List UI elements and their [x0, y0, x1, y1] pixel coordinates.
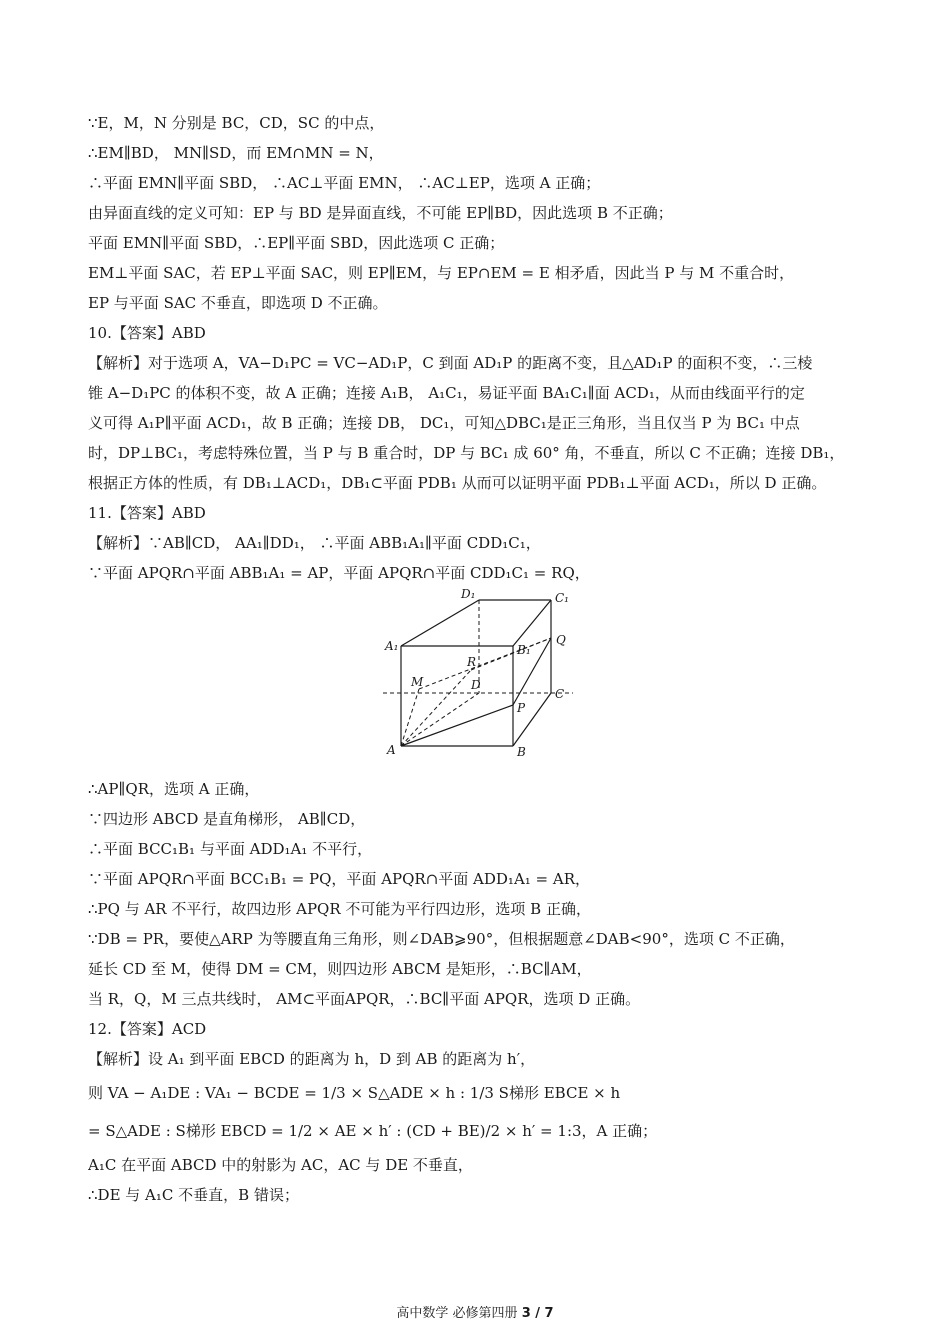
text-line: A₁C 在平面 ABCD 中的射影为 AC，AC 与 DE 不垂直，	[88, 1156, 473, 1174]
text-line: ∵四边形 ABCD 是直角梯形， AB∥CD，	[88, 810, 366, 828]
text-line: ∴AP∥QR，选项 A 正确，	[88, 780, 260, 798]
text-line: 时，DP⊥BC₁，考虑特殊位置，当 P 与 B 重合时，DP 与 BC₁ 成 60° 角，不垂直，所以 C 不正确；连接 DB₁，	[88, 444, 845, 462]
text-line: ∵DB = PR，要使△ARP 为等腰直角三角形，则∠DAB⩾90°，但根据题意∠DAB<90°，选项 C 不正确，	[88, 930, 795, 948]
text-line: EM⊥平面 SAC，若 EP⊥平面 SAC，则 EP∥EM，与 EP∩EM = E 相矛盾，因此当 P 与 M 不重合时，	[88, 264, 795, 282]
text-line: 10.【答案】ABD	[88, 324, 206, 342]
text-line: 【解析】∵AB∥CD， AA₁∥DD₁， ∴平面 ABB₁A₁∥平面 CDD₁C₁，	[88, 534, 541, 552]
text-line: ∴平面 BCC₁B₁ 与平面 ADD₁A₁ 不平行，	[88, 840, 373, 858]
text-line: ∵平面 APQR∩平面 BCC₁B₁ = PQ，平面 APQR∩平面 ADD₁A₁ = AR，	[88, 870, 591, 888]
text-line: ∴DE 与 A₁C 不垂直，B 错误；	[88, 1186, 299, 1204]
label-M: M	[411, 675, 424, 689]
label-B: B	[517, 745, 526, 759]
text-line: 根据正方体的性质，有 DB₁⊥ACD₁，DB₁⊂平面 PDB₁ 从而可以证明平面 PDB₁⊥平面 ACD₁，所以 D 正确。	[88, 474, 827, 492]
text-line: ∵平面 APQR∩平面 ABB₁A₁ = AP，平面 APQR∩平面 CDD₁C₁ = RQ，	[88, 564, 590, 582]
text-line: ∴PQ 与 AR 不平行，故四边形 APQR 不可能为平行四边形，选项 B 正确，	[88, 900, 591, 918]
label-P: P	[517, 701, 526, 715]
text-line: ∵E，M，N 分别是 BC，CD，SC 的中点，	[88, 114, 385, 132]
page-footer	[0, 1302, 950, 1321]
solution-block-mid	[88, 774, 874, 1074]
label-A: A	[387, 743, 396, 757]
solution-block-bottom	[88, 1150, 874, 1210]
text-line: 【解析】设 A₁ 到平面 EBCD 的距离为 h，D 到 AB 的距离为 h′，	[88, 1050, 536, 1068]
text-line: 平面 EMN∥平面 SBD，∴EP∥平面 SBD，因此选项 C 正确；	[88, 234, 505, 252]
solution-block-top	[88, 108, 874, 588]
text-line: EP 与平面 SAC 不垂直，即选项 D 不正确。	[88, 294, 388, 312]
text-line: 【解析】对于选项 A，VA−D₁PC = VC−AD₁P，C 到面 AD₁P 的距离不变，且△AD₁P 的面积不变，∴三棱	[88, 354, 813, 372]
text-line: 锥 A−D₁PC 的体积不变，故 A 正确；连接 A₁B， A₁C₁，易证平面 BA₁C₁∥面 ACD₁，从而由线面平行的定	[88, 384, 805, 402]
text-line: 延长 CD 至 M，使得 DM = CM，则四边形 ABCM 是矩形，∴BC∥AM，	[88, 960, 592, 978]
text-line: 12.【答案】ACD	[88, 1020, 207, 1038]
label-D: D	[471, 678, 481, 692]
text-line: ∴平面 EMN∥平面 SBD， ∴AC⊥平面 EMN， ∴AC⊥EP，选项 A 正确；	[88, 174, 601, 192]
label-D1: D₁	[461, 588, 476, 601]
label-B1: B₁	[517, 643, 531, 657]
formula-line-1: 则 VA − A₁DE : VA₁ − BCDE = 1/3 × S△ADE × h : 1/3 S梯形 EBCE × h	[88, 1084, 621, 1102]
text-line: ∴EM∥BD， MN∥SD，而 EM∩MN = N，	[88, 144, 384, 162]
page-body	[88, 108, 874, 1210]
text-line: 当 R，Q，M 三点共线时， AM⊂平面APQR，∴BC∥平面 APQR，选项 D 正确。	[88, 990, 641, 1008]
formula-line-2: = S△ADE : S梯形 EBCD = 1/2 × AE × h′ : (CD + BE)/2 × h′ = 1:3，A 正确；	[88, 1122, 658, 1140]
footer-page-number: 3 / 7	[521, 1306, 554, 1321]
prism-diagram	[383, 588, 573, 774]
label-C1: C₁	[555, 591, 569, 605]
text-line: 义可得 A₁P∥平面 ACD₁，故 B 正确；连接 DB， DC₁，可知△DBC₁是正三角形，当且仅当 P 为 BC₁ 中点	[88, 414, 800, 432]
footer-subject: 高中数学 必修第四册	[396, 1306, 518, 1321]
label-Q: Q	[556, 633, 566, 647]
text-line: 由异面直线的定义可知：EP 与 BD 是异面直线，不可能 EP∥BD，因此选项 B 不正确；	[88, 204, 673, 222]
prism-figure	[88, 588, 874, 774]
label-A1: A₁	[385, 639, 399, 653]
label-C: C	[555, 687, 565, 701]
text-line: 11.【答案】ABD	[88, 504, 206, 522]
label-R: R	[467, 655, 477, 669]
